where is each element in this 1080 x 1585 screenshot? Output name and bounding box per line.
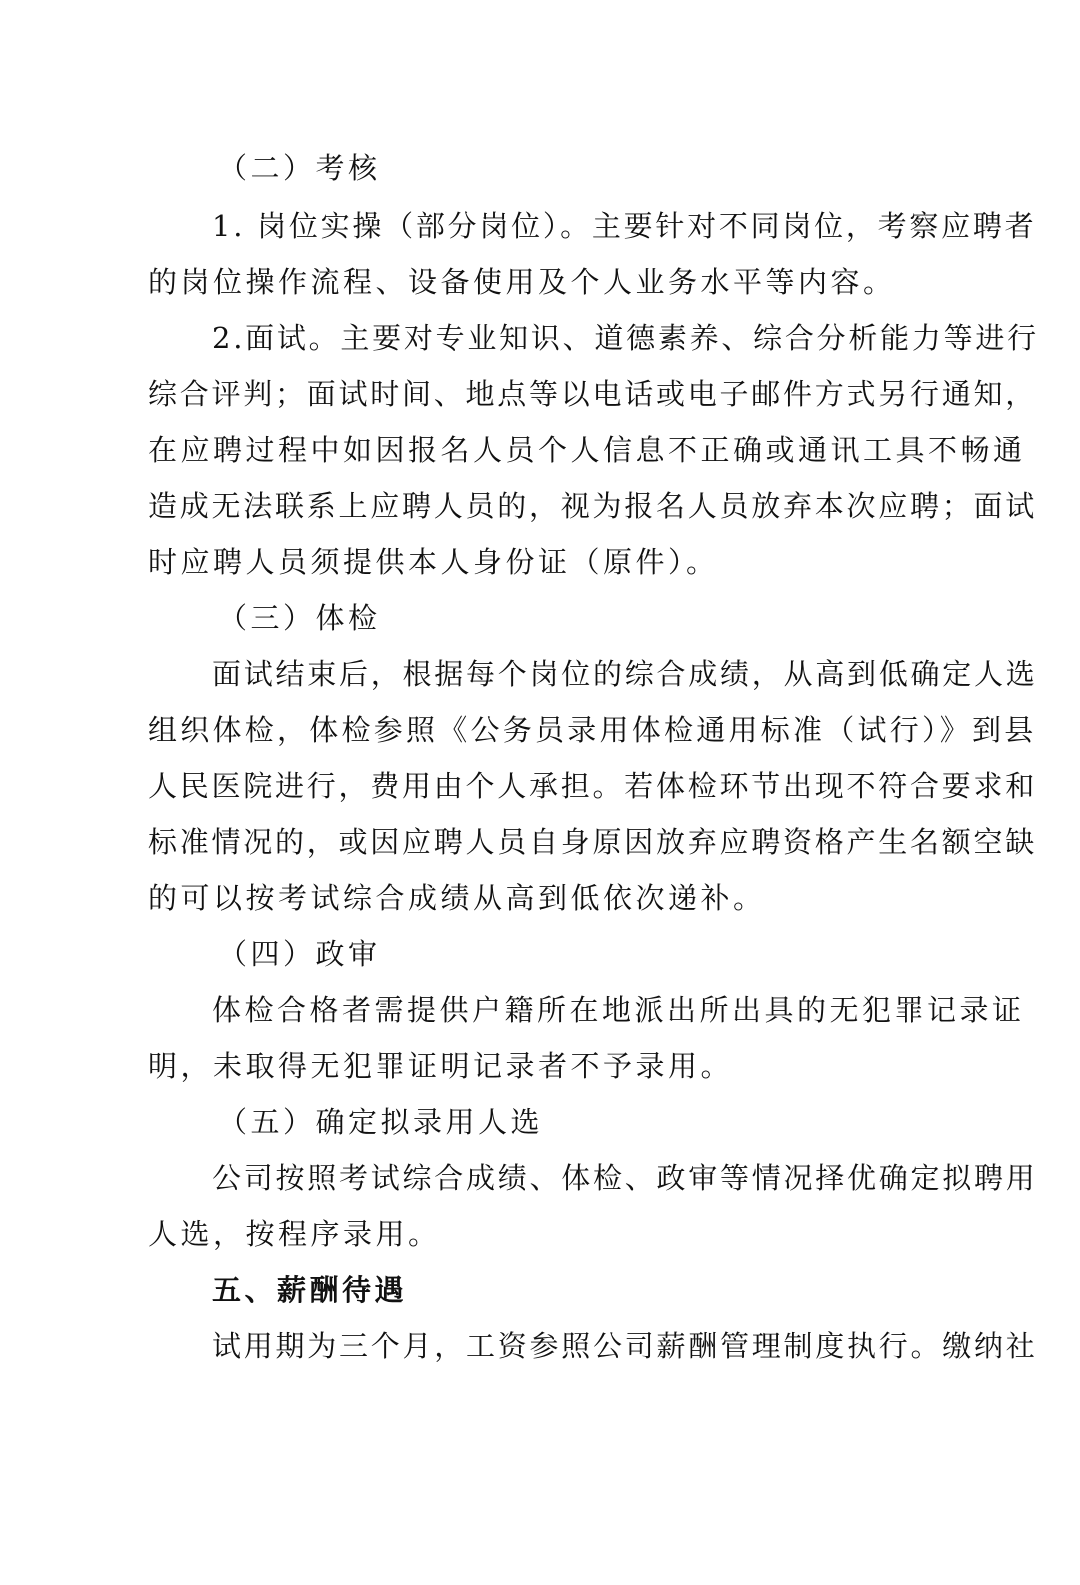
paragraph-line: 综合评判；面试时间、地点等以电话或电子邮件方式另行通知， (148, 377, 1038, 411)
paragraph-line: 时应聘人员须提供本人身份证（原件）。 (148, 545, 719, 579)
section-heading-assessment: （二）考核 (218, 151, 381, 185)
paragraph-line: 在应聘过程中如因报名人员个人信息不正确或通讯工具不畅通 (148, 433, 1026, 467)
paragraph-line: 的可以按考试综合成绩从高到低依次递补。 (148, 881, 766, 915)
paragraph-line: 明，未取得无犯罪证明记录者不予录用。 (148, 1049, 734, 1083)
paragraph-line: 人选，按程序录用。 (148, 1217, 441, 1251)
paragraph-line: 人民医院进行，费用由个人承担。若体检环节出现不符合要求和 (148, 769, 1038, 803)
part-heading-salary: 五、薪酬待遇 (212, 1273, 408, 1307)
section-heading-candidate-selection: （五）确定拟录用人选 (218, 1105, 544, 1139)
paragraph-line: 2.面试。主要对专业知识、道德素养、综合分析能力等进行 (212, 321, 1039, 355)
paragraph-line: 面试结束后，根据每个岗位的综合成绩，从高到低确定人选 (212, 657, 1038, 691)
section-heading-political-review: （四）政审 (218, 937, 381, 971)
paragraph-line: 标准情况的，或因应聘人员自身原因放弃应聘资格产生名额空缺 (148, 825, 1038, 859)
paragraph-line: 造成无法联系上应聘人员的，视为报名人员放弃本次应聘；面试 (148, 489, 1038, 523)
paragraph-line: 体检合格者需提供户籍所在地派出所出具的无犯罪记录证 (212, 993, 1025, 1027)
section-heading-medical-exam: （三）体检 (218, 601, 381, 635)
paragraph-line: 组织体检，体检参照《公务员录用体检通用标准（试行）》到县 (148, 713, 1037, 747)
paragraph-line: 的岗位操作流程、设备使用及个人业务水平等内容。 (148, 265, 896, 299)
paragraph-line: 1. 岗位实操（部分岗位）。主要针对不同岗位，考察应聘者 (212, 209, 1037, 243)
paragraph-line: 试用期为三个月，工资参照公司薪酬管理制度执行。缴纳社 (212, 1329, 1038, 1363)
paragraph-line: 公司按照考试综合成绩、体检、政审等情况择优确定拟聘用 (212, 1161, 1038, 1195)
